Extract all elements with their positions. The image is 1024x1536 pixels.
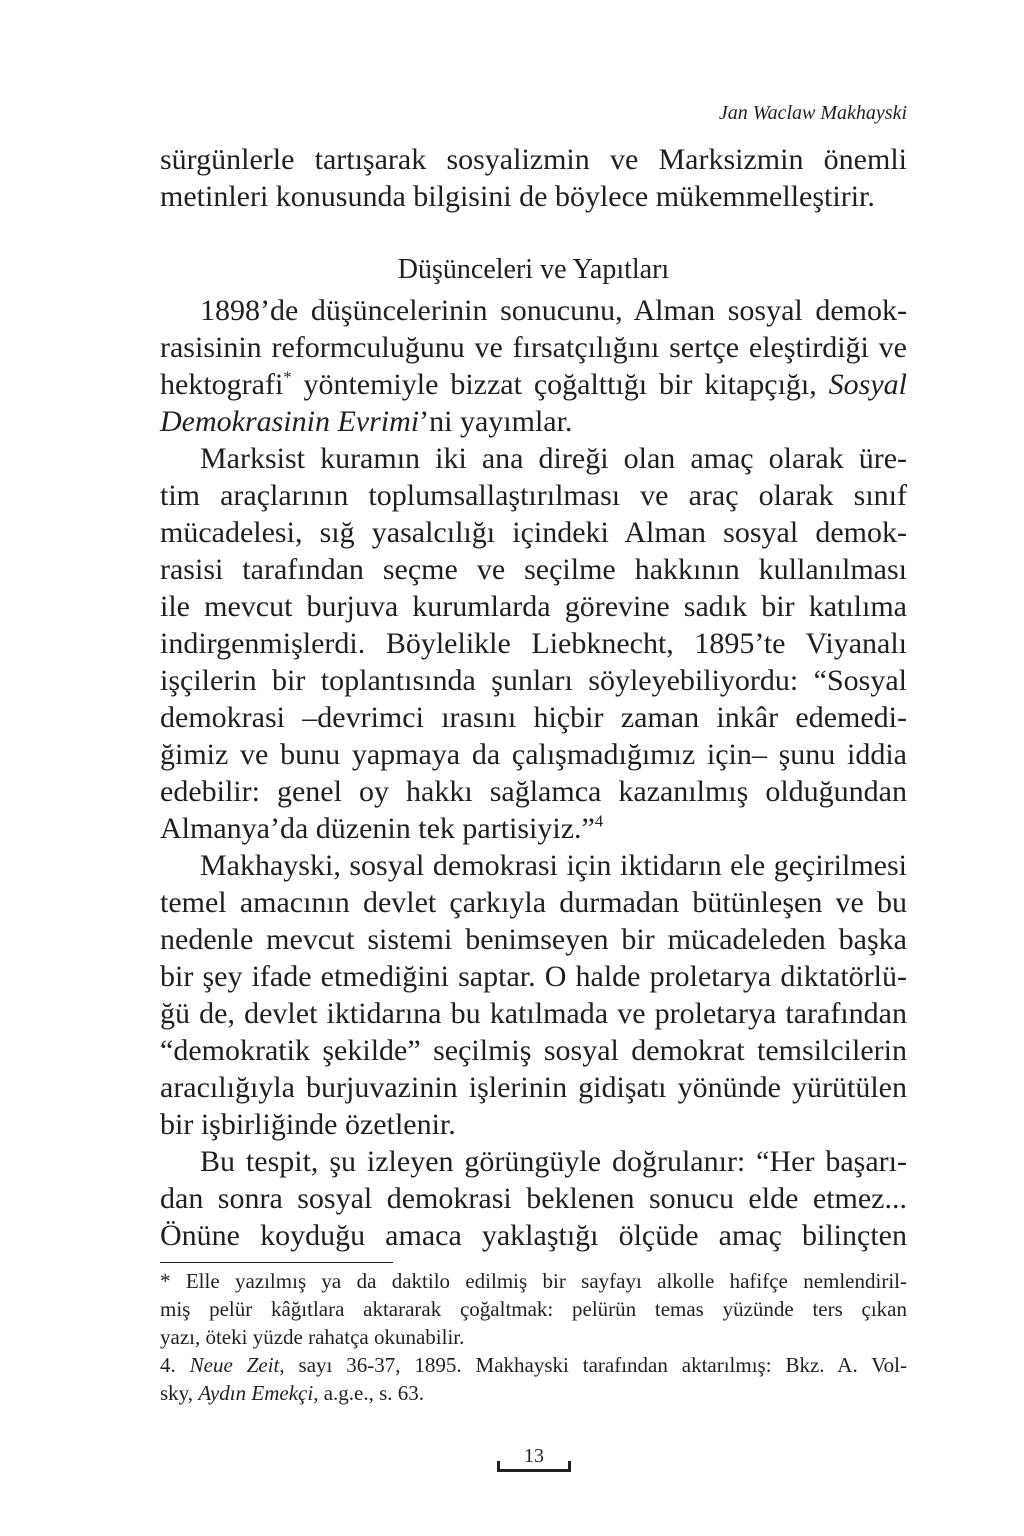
footnote-line (160, 1351, 907, 1379)
text-run: ’ni yayımlar. (419, 405, 573, 438)
text-line: demokrasi –devrimci ırasını hiçbir zaman inkâr edemedi- (160, 701, 907, 734)
footnote-divider (160, 1262, 393, 1263)
paragraph-1 (160, 292, 907, 440)
text-run: , sayı 36-37, 1895. Makhayski tarafından aktarılmış: Bkz. A. Vol- (279, 1353, 907, 1377)
text-line: edebilir: genel oy hakkı sağlamca kazanılmış olduğundan (160, 775, 907, 808)
text-line: ğimiz ve bunu yapmaya da çalışmadığımız için– şunu iddia (160, 738, 907, 771)
text-line: rasisi tarafından seçme ve seçilme hakkının kullanılması (160, 553, 907, 586)
text-line: 1898’de düşüncelerinin sonucunu, Alman sosyal demok- (200, 294, 907, 327)
term: hektografi (160, 368, 284, 401)
text-line: işçilerin bir toplantısında şunları söyleyebiliyordu: “Sosyal (160, 664, 907, 697)
source-title-italic: Neue Zeit (189, 1353, 280, 1377)
footnote-line: yazı, öteki yüzde rahatça okunabilir. (160, 1325, 465, 1349)
footnote-number: 4. (160, 1353, 190, 1377)
text-line: temel amacının devlet çarkıyla durmadan bütünleşen ve bu (160, 886, 907, 919)
running-header: Jan Waclaw Makhayski (718, 102, 907, 124)
page-number-bracket-left (497, 1461, 500, 1471)
text-line (160, 403, 907, 440)
text-run: , a.g.e., s. 63. (313, 1381, 425, 1405)
text-line: Bu tespit, şu izleyen görüngüyle doğrulanır: “Her başarı- (200, 1145, 907, 1178)
text-line: metinleri konusunda bilgisini de böylece mükemmelleştirir. (160, 180, 875, 213)
paragraph-4 (160, 1143, 907, 1254)
text-line: bir işbirliğinde özetlenir. (160, 1108, 456, 1141)
text-line: dan sonra sosyal demokrasi beklenen sonucu elde etmez... (160, 1182, 907, 1215)
page-number-bracket-right (568, 1461, 571, 1471)
text-line: mücadelesi, sığ yasalcılığı içindeki Alman sosyal demok- (160, 516, 907, 549)
text-line: bir şey ifade etmediğini saptar. O halde proletarya diktatörlü- (160, 960, 907, 993)
text-line: indirgenmişlerdi. Böylelikle Liebknecht, 1895’te Viyanalı (160, 627, 907, 660)
text-line: sürgünlerle tartışarak sosyalizmin ve Marksizmin önemli (160, 143, 907, 176)
section-heading: Düşünceleri ve Yapıtları (397, 254, 670, 285)
text-line (160, 810, 907, 847)
paragraph-2 (160, 440, 907, 847)
text-run: sky, (160, 1381, 199, 1405)
intro-paragraph (160, 141, 907, 215)
book-title-italic: Demokrasinin Evrimi (160, 405, 420, 438)
text-line: “demokratik şekilde” seçilmiş sosyal demokrat temsilcilerin (160, 1034, 907, 1067)
footnote-line (160, 1379, 907, 1407)
footnote-line: * Elle yazılmış ya da daktilo edilmiş bir sayfayı alkolle hafifçe nemlendiril- (160, 1269, 907, 1293)
text-line: rasisinin reformculuğunu ve fırsatçılığını sertçe eleştirdiği ve (160, 331, 907, 364)
text-line: Marksist kuramın iki ana direği olan amaç olarak üre- (200, 442, 907, 475)
text-line: Makhayski, sosyal demokrasi için iktidarın ele geçirilmesi (200, 849, 907, 882)
footnote-line: miş pelür kâğıtlara aktararak çoğaltmak: pelürün temas yüzünde ters çıkan (160, 1297, 907, 1321)
footnote-ref-star: * (283, 367, 292, 387)
text-run: Almanya’da düzenin tek partisiyiz.” (160, 812, 595, 845)
text-line: ğü de, devlet iktidarına bu katılmada ve proletarya tarafından (160, 997, 907, 1030)
text-line: aracılığıyla burjuvazinin işlerinin gidişatı yönünde yürütülen (160, 1071, 907, 1104)
paragraph-3 (160, 847, 907, 1143)
text-line: nedenle mevcut sistemi benimseyen bir mücadeleden başka (160, 923, 907, 956)
source-title-italic: Aydın Emekçi (198, 1381, 314, 1405)
text-line: ile mevcut burjuva kurumlarda görevine sadık bir katılıma (160, 590, 907, 623)
text-run: yöntemiyle bizzat çoğalttığı bir kitapçığı, (291, 368, 829, 401)
text-line (160, 366, 907, 403)
page-number: 13 (524, 1445, 544, 1467)
book-title-italic: Sosyal (828, 368, 907, 401)
footnotes (160, 1267, 907, 1407)
text-line: Önüne koyduğu amaca yaklaştığı ölçüde amaç bilinçten (160, 1219, 907, 1252)
text-line: tim araçlarının toplumsallaştırılması ve araç olarak sınıf (160, 479, 907, 512)
page-number-rule (497, 1469, 571, 1472)
footnote-ref-4: 4 (594, 811, 604, 831)
